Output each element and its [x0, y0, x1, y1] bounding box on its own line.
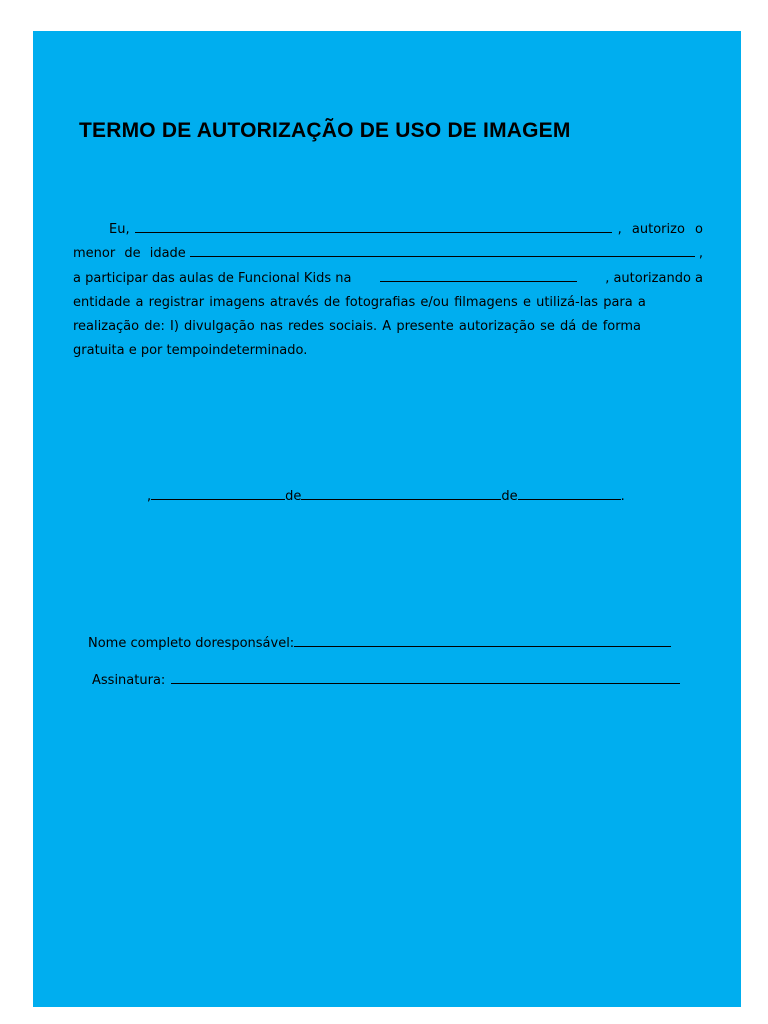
line3-end: , autorizando a	[605, 270, 703, 286]
paragraph-line-4: entidade a registrar imagens através de fotografias e/ou filmagens e utilizá-las para a	[73, 294, 646, 310]
line3-start: a participar das aulas de Funcional Kids na	[73, 270, 352, 286]
signature-blank[interactable]	[171, 671, 680, 684]
line1-start: Eu,	[109, 222, 130, 237]
paragraph-line-6: gratuita e por tempoindeterminado.	[73, 343, 308, 359]
year-blank[interactable]	[518, 487, 621, 500]
paragraph-line-1	[73, 218, 703, 242]
line2-end: ,	[698, 246, 703, 262]
paragraph-line-2	[73, 242, 703, 266]
document-title: TERMO DE AUTORIZAÇÃO DE USO DE IMAGEM	[79, 119, 571, 142]
line2-start: menor de idade	[73, 246, 186, 262]
guardian-name-row	[88, 634, 671, 651]
signature-row	[92, 671, 680, 688]
minor-name-blank[interactable]	[190, 244, 695, 257]
guardian-full-name-blank[interactable]	[294, 634, 671, 647]
date-de-2: de	[501, 489, 518, 504]
date-de-1: de	[285, 489, 302, 504]
paragraph-line-3	[73, 267, 703, 291]
date-prefix: ,	[147, 489, 152, 504]
city-blank[interactable]	[151, 487, 285, 500]
guardian-name-label: Nome completo doresponsável:	[88, 636, 295, 651]
date-line	[147, 487, 625, 504]
paragraph-line-5: realização de: I) divulgação nas redes sociais. A presente autorização se dá de forma	[73, 319, 641, 335]
signature-label: Assinatura:	[92, 673, 166, 688]
line1-end: , autorizo o	[617, 222, 703, 237]
day-month-blank[interactable]	[301, 487, 501, 500]
authorization-paragraph	[73, 218, 703, 364]
guardian-name-blank[interactable]	[135, 220, 612, 233]
location-blank[interactable]	[380, 269, 577, 282]
document-page	[33, 31, 741, 1007]
date-end: .	[620, 489, 625, 504]
